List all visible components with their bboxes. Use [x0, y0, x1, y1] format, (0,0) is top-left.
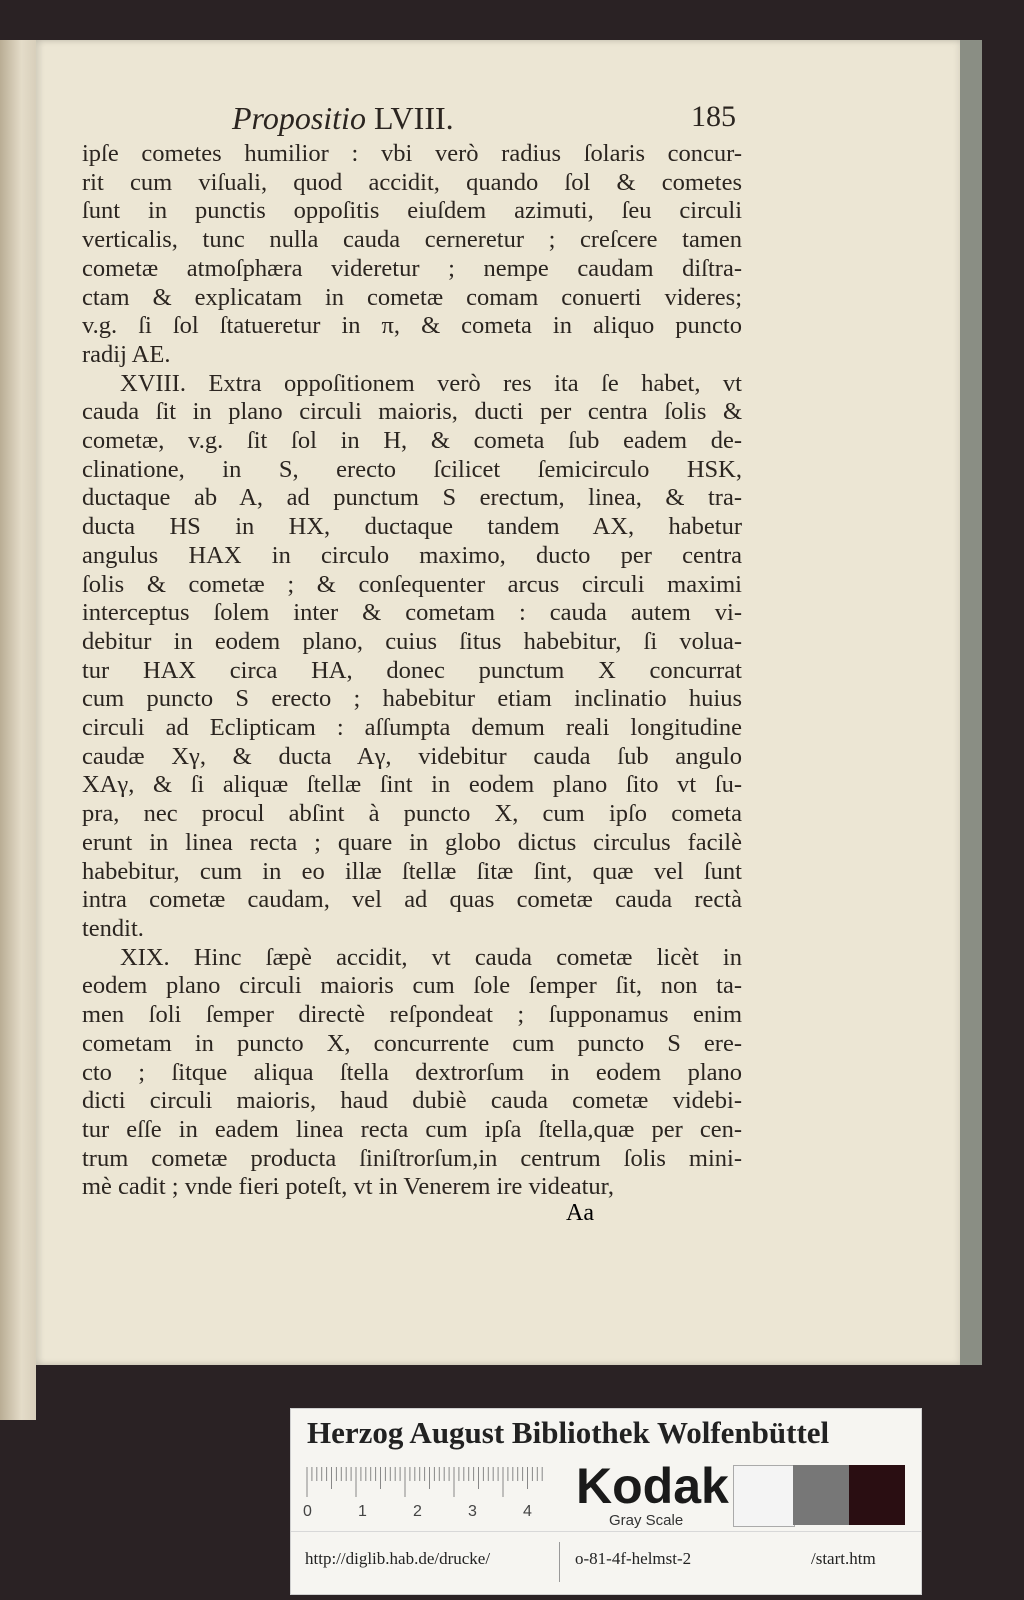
page-number: 185 [691, 100, 736, 133]
text-line: eodem plano circuli maioris cum ſole ſemper ſit, non ta- [82, 972, 742, 1000]
text-line: trum cometæ producta ſiniſtrorſum,in centrum ſolis mini- [82, 1144, 742, 1172]
card-rule [291, 1531, 921, 1532]
text-line: habebitur, cum in eo illæ ſtellæ ſitæ ſint, quæ vel ſunt [82, 857, 742, 885]
swatch-white [733, 1465, 795, 1527]
text-line: dicti circuli maioris, haud dubiè cauda cometæ videbi- [82, 1087, 742, 1115]
text-line: tendit. [82, 914, 144, 942]
text-line: ctam & explicatam in cometæ comam conuerti videres; [82, 283, 742, 311]
running-head-numeral: LVIII. [373, 100, 454, 136]
text-line: angulus HAX in circulo maximo, ducto per centra [82, 541, 742, 569]
text-line: XIX. Hinc ſæpè accidit, vt cauda cometæ licèt in [120, 943, 742, 971]
scale-number: 3 [468, 1503, 477, 1520]
scale-number: 1 [358, 1503, 367, 1520]
text-line: clinatione, in S, erecto ſcilicet ſemicirculo HSK, [82, 455, 742, 483]
running-head [82, 100, 454, 140]
gray-scale-label: Gray Scale [609, 1512, 684, 1529]
catchword: Aa [566, 1200, 594, 1226]
text-line: circuli ad Eclipticam : aſſumpta demum reali longitudine [82, 714, 742, 742]
text-line: radij AE. [82, 340, 171, 368]
swatch-black [849, 1465, 905, 1525]
page-header [82, 100, 742, 140]
text-line: ducta HS in HX, ductaque tandem AX, habetur [82, 513, 742, 541]
page-right-edge [960, 40, 982, 1365]
text-line: v.g. ſi ſol ſtatueretur in π, & cometa in aliquo puncto [82, 312, 742, 340]
text-line: intra cometæ caudam, vel ad quas cometæ cauda rectà [82, 886, 742, 914]
text-line: cto ; ſitque aliqua ſtella dextrorſum in eodem plano [82, 1058, 742, 1086]
book-left-edge [0, 40, 36, 1420]
text-line: ipſe cometes humilior : vbi verò radius ſolaris concur- [82, 140, 742, 167]
text-line: rit cum viſuali, quod accidit, quando ſol & cometes [82, 168, 742, 196]
text-line: mè cadit ; vnde fieri poteſt, vt in Venerem ire videatur, [82, 1173, 614, 1201]
text-line: ſolis & cometæ ; & conſequenter arcus circuli maximi [82, 570, 742, 598]
text-line: tur eſſe in eadem linea recta cum ipſa ſtella,quæ per cen- [82, 1115, 742, 1143]
text-line: tur HAX circa HA, donec punctum X concurrat [82, 656, 742, 684]
text-line: cometæ atmoſphæra videretur ; nempe caudam diſtra- [82, 254, 742, 282]
text-line: interceptus ſolem inter & cometam : cauda autem vi- [82, 599, 742, 627]
text-line: XVIII. Extra oppoſitionem verò res ita ſe habet, vt [120, 369, 742, 397]
url-divider [559, 1542, 560, 1582]
text-line: pra, nec procul abſint à puncto X, cum ipſo cometa [82, 800, 742, 828]
text-line: caudæ Xγ, & ducta Aγ, videbitur cauda ſub angulo [82, 742, 742, 770]
text-line: cometæ, v.g. ſit ſol in H, & cometa ſub eadem de- [82, 427, 742, 455]
text-line: cum puncto S erecto ; habebitur etiam inclinatio huius [82, 685, 742, 713]
book-page [36, 40, 966, 1365]
text-line: erunt in linea recta ; quare in globo dictus circulus facilè [82, 828, 742, 856]
text-line: verticalis, tunc nulla cauda cerneretur ; creſcere tamen [82, 226, 742, 254]
page-text-block [82, 100, 742, 1202]
url-identifier[interactable]: o-81-4f-helmst-2 [575, 1549, 692, 1568]
scale-number: 0 [303, 1503, 312, 1520]
archive-label-card [290, 1408, 922, 1595]
body-text [82, 140, 742, 1202]
scale-ruler [305, 1465, 545, 1499]
kodak-logo: Kodak [576, 1458, 729, 1514]
running-head-italic: Propositio [232, 100, 366, 136]
text-line: ductaque ab A, ad punctum S erectum, linea, & tra- [82, 484, 742, 512]
text-line: cometam in puncto X, concurrente cum puncto S ere- [82, 1029, 742, 1057]
library-title: Herzog August Bibliothek Wolfenbüttel [307, 1415, 830, 1450]
url-suffix[interactable]: /start.htm [811, 1549, 876, 1568]
text-line: debitur in eodem plano, cuius ſitus habebitur, ſi volua- [82, 627, 742, 655]
text-line: XAγ, & ſi aliquæ ſtellæ ſint in eodem plano ſito vt ſu- [82, 771, 742, 799]
scale-number: 4 [523, 1503, 532, 1520]
swatch-gray [793, 1465, 849, 1525]
scale-number: 2 [413, 1503, 422, 1520]
text-line: cauda ſit in plano circuli maioris, ducti per centra ſolis & [82, 398, 742, 426]
url-prefix[interactable]: http://diglib.hab.de/drucke/ [305, 1549, 491, 1568]
text-line: men ſoli ſemper directè reſpondeat ; ſupponamus enim [82, 1001, 742, 1029]
text-line: ſunt in punctis oppoſitis eiuſdem azimuti, ſeu circuli [82, 197, 742, 225]
